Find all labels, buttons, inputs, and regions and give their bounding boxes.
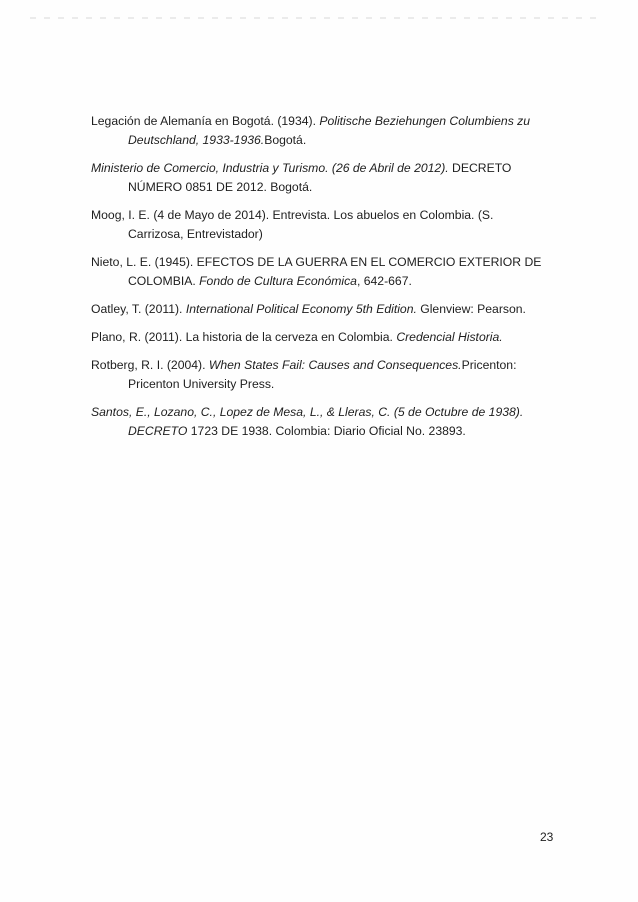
reference-text: Rotberg, R. I. (2004). xyxy=(91,358,209,372)
reference-italic-text: International Political Economy 5th Edition. xyxy=(185,302,417,316)
reference-text: Pricenton: Pricenton University Press. xyxy=(128,358,517,391)
reference-text: , 642-667. xyxy=(356,274,412,288)
reference-entry xyxy=(91,112,551,150)
reference-italic-text: When States Fail: Causes and Consequences. xyxy=(208,358,462,372)
reference-entry xyxy=(91,328,551,347)
reference-text: 1723 DE 1938. Colombia: Diario Oficial No. 23893. xyxy=(190,424,466,438)
reference-italic-text: Fondo de Cultura Económica xyxy=(199,274,357,288)
reference-italic-text: Politische Beziehungen Columbiens zu Deutschland, 1933-1936. xyxy=(128,114,531,147)
reference-text: DECRETO NÚMERO 0851 DE 2012. Bogotá. xyxy=(128,161,512,194)
reference-text: Oatley, T. (2011). xyxy=(91,302,186,316)
reference-entry xyxy=(91,159,551,197)
page-number: 23 xyxy=(540,830,554,844)
reference-entry xyxy=(91,356,551,394)
reference-text: Legación de Alemanía en Bogotá. (1934). xyxy=(91,114,320,128)
reference-text: Plano, R. (2011). La historia de la cerveza en Colombia. xyxy=(91,330,397,344)
reference-entry xyxy=(91,403,551,441)
reference-italic-text: Ministerio de Comercio, Industria y Turismo. (26 de Abril de 2012). xyxy=(91,161,453,175)
reference-list xyxy=(91,112,551,450)
reference-entry xyxy=(91,253,551,291)
reference-entry xyxy=(91,300,551,319)
reference-italic-text: Credencial Historia. xyxy=(396,330,503,344)
reference-text: Moog, I. E. (4 de Mayo de 2014). Entrevista. Los abuelos en Colombia. (S. Carrizosa, Entrevistador) xyxy=(91,208,494,241)
reference-text: Glenview: Pearson. xyxy=(416,302,526,316)
reference-text: Bogotá. xyxy=(264,133,307,147)
reference-entry xyxy=(91,206,551,244)
reference-italic-text: Santos, E., Lozano, C., Lopez de Mesa, L., & Lleras, C. (5 de Octubre de 1938). DECRETO xyxy=(91,405,524,438)
scan-artifact xyxy=(30,17,600,19)
reference-text: Nieto, L. E. (1945). EFECTOS DE LA GUERRA EN EL COMERCIO EXTERIOR DE COLOMBIA. xyxy=(91,255,542,288)
